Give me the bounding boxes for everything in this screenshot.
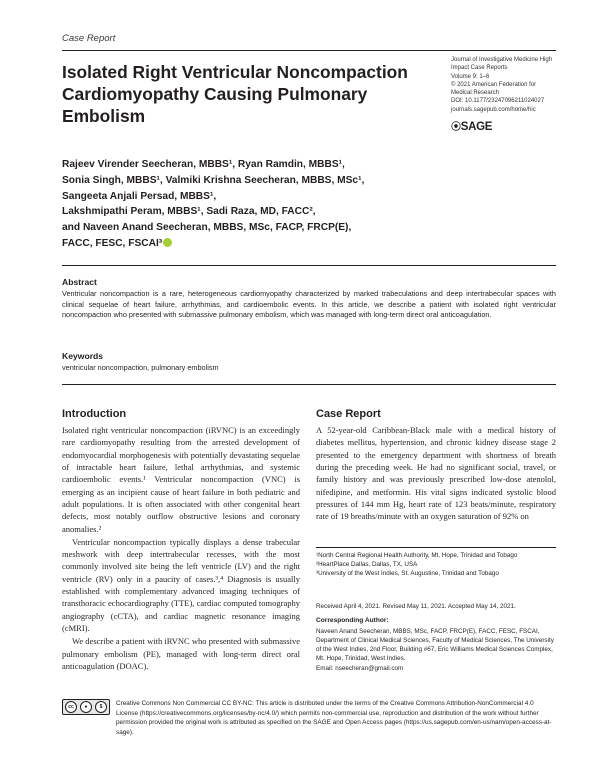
corresponding-author-address: Naveen Anand Seecheran, MBBS, MSc, FACP, FRCP(E), FACC, FESC, FSCAI, Department of Clinical Medical Sciences, Faculty of Medical Sciences, The University of the West Indies, 2nd Floor, Building #67, Eric Williams Medical Sciences Complex, Mt. Hope, Trinidad, West Indies. xyxy=(316,628,554,663)
affiliation-divider xyxy=(316,547,556,548)
abstract-heading: Abstract xyxy=(62,277,97,287)
paragraph: Isolated right ventricular noncompaction (iRVNC) is an exceedingly rare cardiomyopathy resulting from the arrested development of endomyocardial morphogenesis with potentially devastating sequelae of intractable heart failure, lethal arrhythmias, and systemic cardioembolic events.¹ Ventricular noncompaction (VNC) is emerging as an incipient cause of heart failure in both pediatric and adult populations. It is often associated with other congenital heart defects, most notably outflow obstructive lesions and coronary anomalies.² xyxy=(62,425,300,534)
journal-name: Journal of Investigative Medicine High xyxy=(451,57,553,63)
cc-icon: cc xyxy=(65,701,77,713)
author-line: FACC, FESC, FSCAI³ xyxy=(62,238,163,250)
corresponding-author-email[interactable]: Email: nseecheran@gmail.com xyxy=(316,664,404,672)
abstract-body: Ventricular noncompaction is a rare, heterogeneous cardiomyopathy characterized by marked trabeculations and deep intertrabecular spaces with clinical sequelae of heart failure, arrhythmias, and cardioembolic events. In this article, we describe a patient with isolated right ventricular noncompaction who presented with submassive pulmonary embolism, which was managed with long-term direct oral anticoagulation. xyxy=(62,289,556,320)
article-type-label: Case Report xyxy=(62,33,116,44)
copyright: © 2021 American Federation for xyxy=(451,81,537,88)
license-text: Creative Commons Non Commercial CC BY-NC: This article is distributed under the terms of the Creative Commons Attribution-NonCommercial 4.0 License (https://creativecommons.org/licenses/by-nc/4.0/) which permits non-commercial use, reproduction and distribution of the work without further permission provided the original work is attributed as specified on the SAGE and Open Access pages (https://us.sagepub.com/en-us/nam/open-access-at-sage). xyxy=(116,700,552,736)
keywords-body: ventricular noncompaction, pulmonary embolism xyxy=(62,363,219,372)
header-divider xyxy=(62,50,556,51)
author-line: Rajeev Virender Seecheran, MBBS¹, Ryan Ramdin, MBBS¹, xyxy=(62,159,345,170)
keywords-bottom-divider xyxy=(62,384,556,385)
corresponding-author-details xyxy=(316,627,556,673)
author-line-last xyxy=(62,236,442,252)
paragraph: Ventricular noncompaction typically displays a dense trabecular meshwork with deep intertrabecular recesses, with the most commonly involved site being the left ventricle (LV) and the right ventricle (RV) only in a paucity of cases.³,⁴ Diagnosis is usually established with complementary advanced imaging techniques of transthoracic echocardiography (TTE), cardiac computed tomography angiography (cCTA), and cardiac magnetic resonance imaging (cMRI). xyxy=(62,536,300,633)
by-icon: ● xyxy=(80,701,92,713)
abstract-top-divider xyxy=(62,265,556,266)
journal-volume: Volume 9: 1–6 xyxy=(451,73,490,80)
author-line: Sangeeta Anjali Persad, MBBS¹, xyxy=(62,190,217,202)
introduction-heading: Introduction xyxy=(62,408,127,420)
orcid-icon[interactable] xyxy=(163,238,172,247)
author-line: and Naveen Anand Seecheran, MBBS, MSc, FACP, FRCP(E), xyxy=(62,222,352,234)
sage-logo xyxy=(451,118,492,133)
title-line: Embolism xyxy=(62,105,146,126)
journal-info xyxy=(451,56,561,114)
doi-link[interactable]: DOI: 10.1177/23247096211024027 xyxy=(451,98,545,105)
copyright-cont: Medical Research xyxy=(451,90,500,97)
introduction-body xyxy=(62,424,300,672)
author-list xyxy=(62,157,442,252)
received-dates: Received April 4, 2021. Revised May 11, 2021. Accepted May 14, 2021. xyxy=(316,603,516,610)
journal-url-link[interactable]: journals.sagepub.com/home/hic xyxy=(451,106,536,113)
article-title xyxy=(62,62,422,127)
title-line: Isolated Right Ventricular Noncompaction xyxy=(62,62,408,82)
paragraph: We describe a patient with iRVNC who presented with submassive pulmonary embolism (PE), managed with long-term direct oral anticoagulation (DOAC). xyxy=(62,636,300,671)
sage-circle-icon: ⦿ xyxy=(451,122,461,133)
paragraph: A 52-year-old Caribbean-Black male with a medical history of diabetes mellitus, hypertension, and chronic kidney disease stage 2 presented to the emergency department with shortness of breath during the preceding week. He had no significant social, travel, or family history and was previously prescribed low-dose atenolol, nifedipine, and metformin. His vital signs indicated systolic blood pressures of 144 mm Hg, heart rate of 123 beats/minute, respiratory rate of 19 breaths/minute with an oxygen saturation of 92% on xyxy=(316,425,556,522)
license-notice xyxy=(62,699,556,737)
sage-logo-text: SAGE xyxy=(460,121,493,133)
title-line: Cardiomyopathy Causing Pulmonary xyxy=(62,83,368,104)
author-line: Sonia Singh, MBBS¹, Valmiki Krishna Seecheran, MBBS, MSc¹, xyxy=(62,174,365,186)
creative-commons-badge[interactable] xyxy=(62,699,110,715)
affiliation: ³University of the West Indies, St. Augustine, Trinidad and Tobago xyxy=(316,570,499,578)
case-report-body xyxy=(316,424,556,523)
journal-name-cont: Impact Case Reports xyxy=(451,65,508,72)
author-line: Lakshmipathi Peram, MBBS¹, Sadi Raza, MD, FACC², xyxy=(62,206,316,218)
corresponding-author-heading: Corresponding Author: xyxy=(316,617,389,624)
affiliation: ¹North Central Regional Health Authority, Mt. Hope, Trinidad and Tobago xyxy=(316,552,518,559)
nc-icon: $ xyxy=(95,701,107,713)
case-report-heading: Case Report xyxy=(316,408,381,420)
keywords-heading: Keywords xyxy=(62,351,104,361)
affiliation: ²HeartPlace Dallas, Dallas, TX, USA xyxy=(316,561,418,569)
affiliations xyxy=(316,551,556,578)
